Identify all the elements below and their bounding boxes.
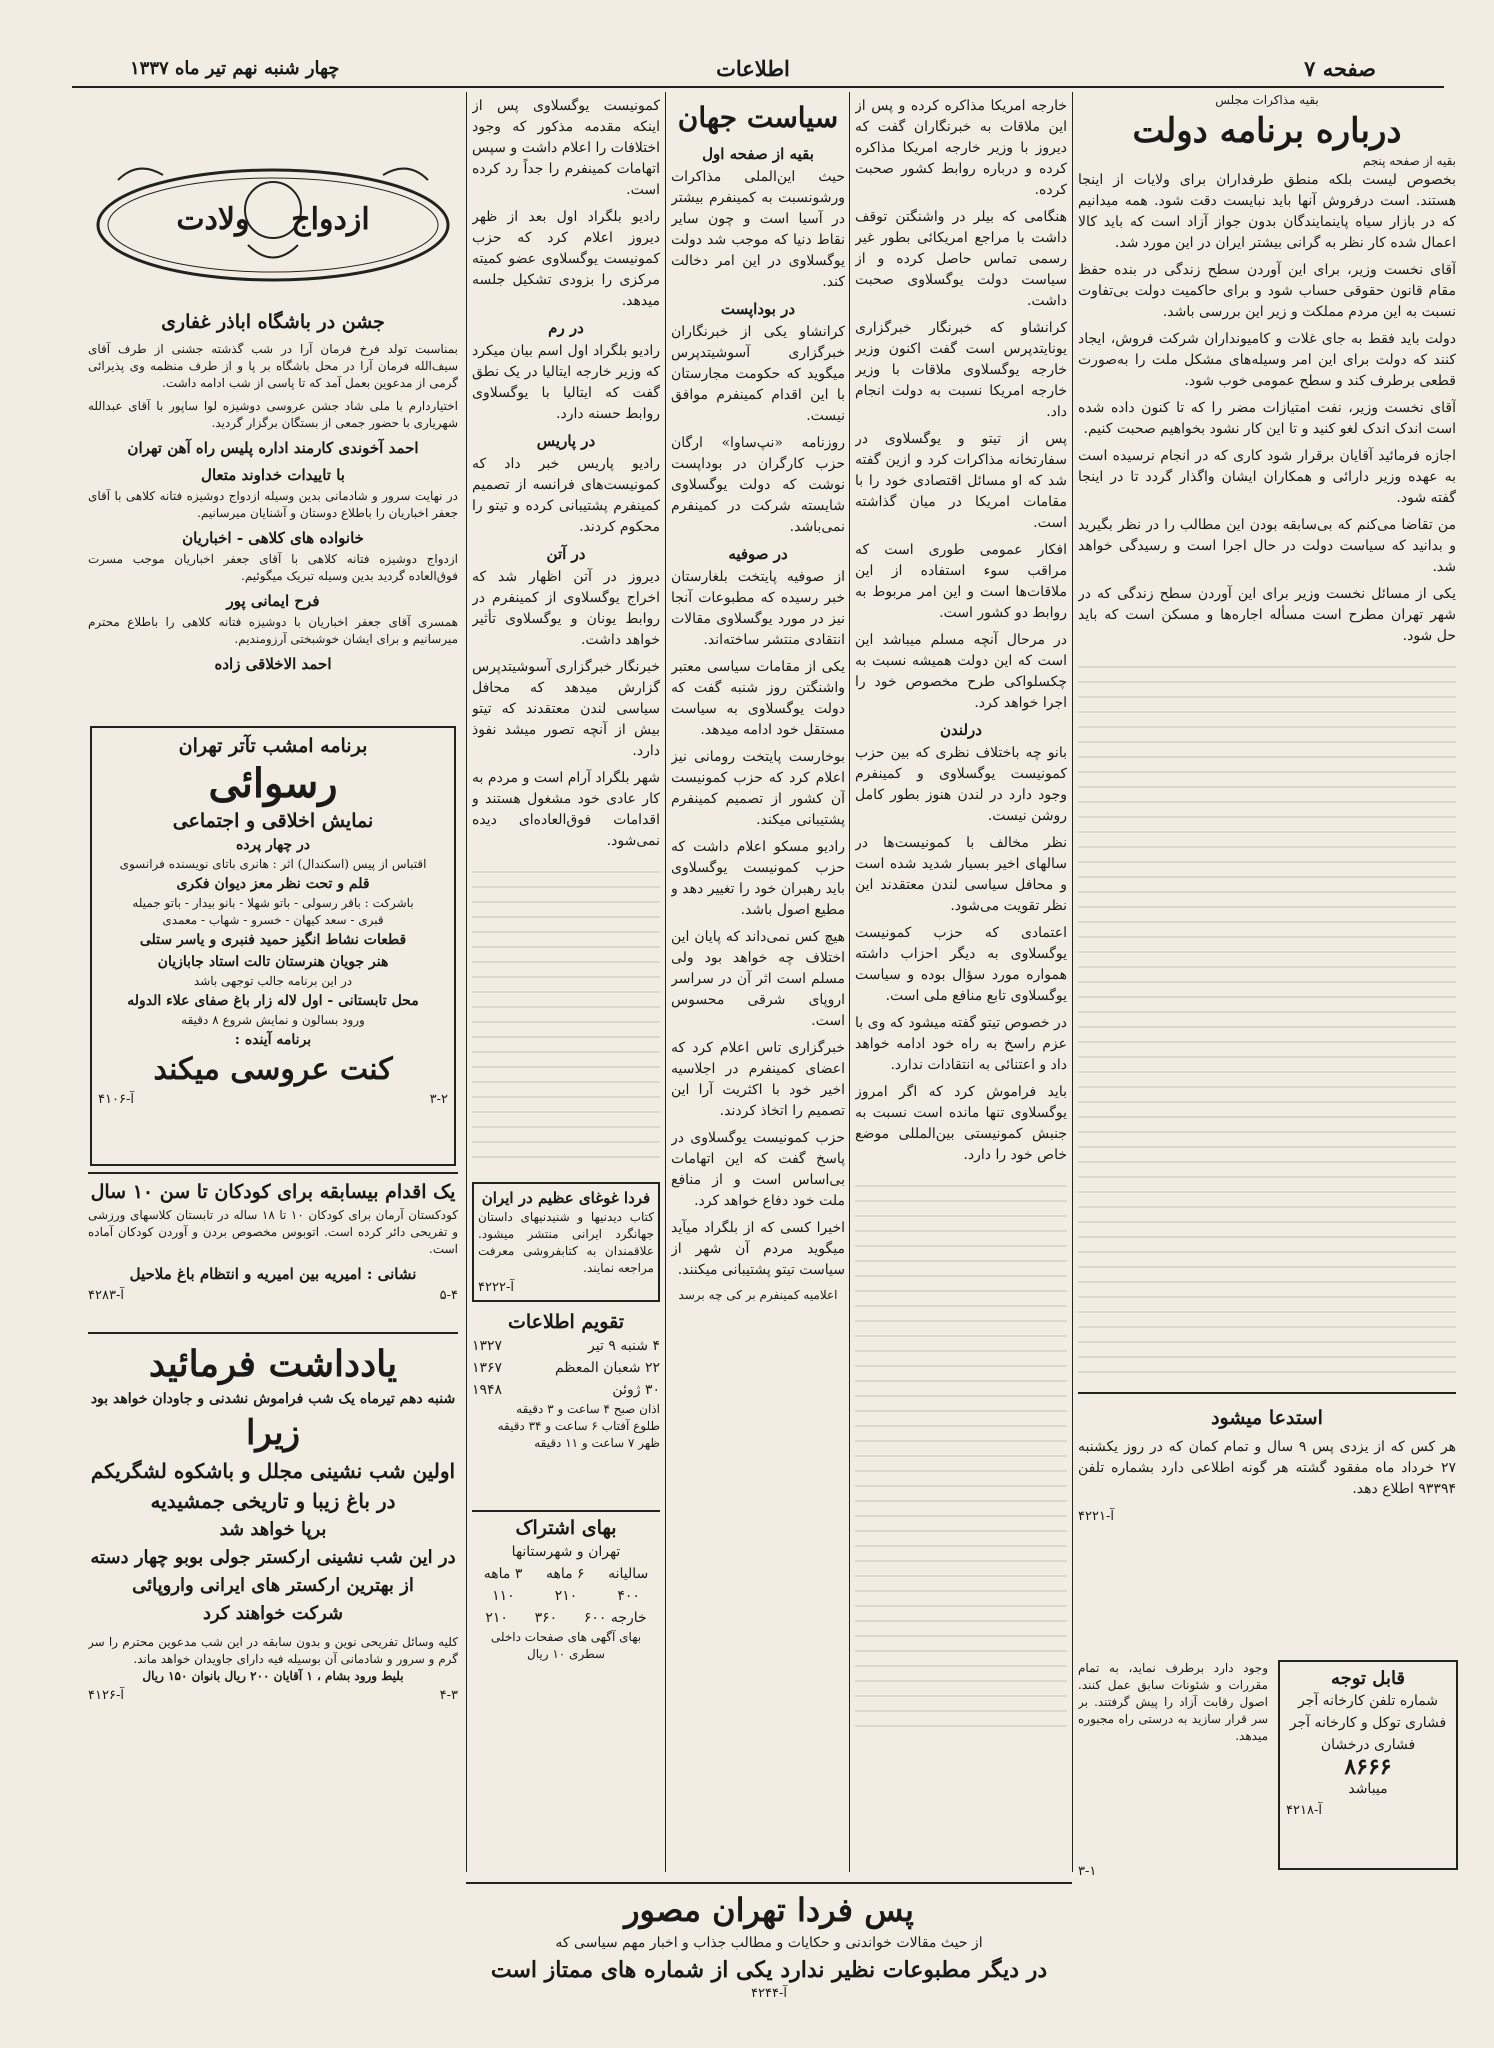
play-venue: محل تابستانی - اول لاله زار باغ صفای علاء الدوله	[127, 993, 419, 1009]
article-paragraph: هیچ کس نمی‌داند که پایان این اختلاف چه خواهد بود ولی مسلم است اثر آن در سراسر اروپای شرقی محسوس است.	[671, 929, 845, 1029]
article-paragraph: اعتمادی که حزب کمونیست یوگسلاوی به دیگر احزاب داشته همواره مورد سؤال بوده و سیاست یوگسلاوی تابع منافع ملی است.	[855, 925, 1067, 1004]
article-paragraph: خبرگزاری تاس اعلام کرد که اعضای کمینفرم در اجلاسیه اخیر خود با اکثریت آرا این تصمیم را اتخاذ کردند.	[671, 1040, 845, 1119]
footer-sub: از حیث مقالات خواندنی و حکایات و مطالب جذاب و اخبار مهم سیاسی که	[555, 1935, 983, 1951]
camp-rule	[88, 1172, 458, 1174]
play-cast: قبری - سعد کیهان - خسرو - شهاب - معمدی	[162, 913, 384, 927]
footer-rule	[466, 1882, 1072, 1884]
ad-line: شماره تلفن کارخانه آجر	[1297, 1693, 1439, 1709]
subscription-row: ۴۰۰ ۲۱۰ ۱۱۰	[492, 1588, 640, 1604]
ornament-title: ازدواج ولادت	[176, 202, 370, 237]
article-paragraph: یکی از مقامات سیاسی معتبر واشنگتن روز شنبه گفت که دولت یوگسلاوی به سیاست مستقل خود ادامه میدهد.	[671, 659, 845, 738]
column-divider	[466, 92, 467, 1872]
subscription-rule	[472, 1510, 660, 1512]
column-divider	[1072, 92, 1073, 1872]
lost-child-notice	[1078, 1400, 1456, 1660]
article-end: اعلامیه کمینفرم بر کی چه برسد	[678, 1288, 838, 1302]
article-paragraph: شهر بلگراد آرام است و مردم به کار عادی خود مشغول هستند و اقدامات فوق‌العاده‌ای دیده نمی‌شود.	[472, 770, 660, 849]
article-paragraph: آقای نخست وزیر، نفت امتیازات مضر را که تا کنون داده شده است اندک اندک لغو کنید و تا این کار نشود بخواهیم صحبت کنیم.	[1078, 400, 1456, 437]
book-ad	[472, 1182, 660, 1302]
memo-heading: یادداشت فرمائید	[148, 1343, 398, 1385]
play-cast: باشرکت : باقر رسولی - باتو شهلا - بانو بیدار - باتو جمیله	[132, 896, 414, 910]
article-paragraph: کمونیست یوگسلاوی پس از اینکه مقدمه مذکور که وجود اختلافات را اعلام داشت و سپس اتهامات کمینفرم را جداً رد کرده است.	[472, 98, 660, 198]
memo-line: اولین شب نشینی مجلل و باشکوه لشگریکم	[90, 1459, 456, 1483]
calendar-row: ۲۲ شعبان المعظم ۱۳۶۷	[472, 1360, 660, 1376]
article-paragraph: خارجه امریکا مذاکره کرده و پس از این ملاقات به خبرنگاران گفت که دیروز با وزیر خارجه امریکا مذاکره کرده و درباره روابط کشور صحبت کرده.	[855, 98, 1067, 198]
camp-code2: ۵-۴	[439, 1288, 458, 1303]
article-paragraph: بانو چه باختلاف نظری که بین حزب کمونیست یوگسلاوی و کمینفرم وجود دارد در لندن هنوز بطور کامل روشن نیست.	[855, 745, 1067, 824]
article-subhead: در صوفیه	[728, 545, 788, 563]
article-world-politics	[671, 96, 845, 1876]
article-subhead: در پاریس	[536, 432, 596, 450]
kindergarten-ad	[88, 1178, 458, 1328]
camp-code: آ-۴۲۸۳	[88, 1288, 124, 1303]
article-body-text-lines	[472, 858, 660, 1158]
memo-line: در باغ زیبا و تاریخی جمشیدیه	[150, 1489, 396, 1513]
footer-tagline: در دیگر مطبوعات نظیر ندارد یکی از شماره های ممتاز است	[490, 1957, 1048, 1983]
calendar-line: ظهر ۷ ساعت و ۱۱ دقیقه	[534, 1436, 660, 1450]
play-title: رسوائی	[208, 760, 338, 807]
subscription-row: خارجه ۶۰۰ ۳۶۰ ۲۱۰	[485, 1610, 647, 1626]
book-ad-body: کتاب دیدنیها و شنیدنیهای داستان جهانگرد ایرانی منتشر میشود. علاقمندان به کتابفروشی معرفت مراجعه نمایند.	[478, 1210, 654, 1275]
article-paragraph: هنگامی که بیلر در واشنگتن توقف داشت با مراجع امریکائی بطور غیر رسمی تماس حاصل کرده و از سیاست دولت یوگسلاوی صحبت داشت.	[855, 209, 1067, 309]
article-paragraph: از صوفیه پایتخت بلغارستان خبر رسیده که مطبوعات آنجا نیز در مورد یوگسلاوی مقالات انتقادی منتشر ساخته‌اند.	[671, 569, 845, 648]
footer-code: آ-۴۲۴۴	[751, 1986, 787, 2001]
article-paragraph: افکار عمومی طوری است که مراقب سوء استفاده از این ملاقات‌ها است و این امر مربوط به روابط دو کشور است.	[855, 542, 1067, 621]
article-paragraph: در مرحال آنچه مسلم میباشد این است که این دولت همیشه نسبت به چکسلواکی طرح مخصوص خود را اجرا خواهد کرد.	[855, 632, 1067, 711]
family-title: خانواده های کلاهی - اخباریان	[182, 529, 364, 547]
page-header	[130, 52, 1376, 86]
article-continued: بقیه از صفحه اول	[702, 145, 814, 163]
article-paragraph: رادیو بلگراد اول بعد از ظهر دیروز اعلام کرد که حزب کمونیست یوگسلاوی عضو کمیته مرکزی را بزودی تشکیل جلسه میدهد.	[472, 209, 660, 309]
article-paragraph: اخیرا کسی که از بلگراد میآید میگوید مردم آن شهر از سیاست تیتو پشتیبانی میکنند.	[671, 1220, 845, 1278]
family2-body: همسری آقای جعفر اخباریان با دوشیزه فتانه کلاهی را باطلاع محترم میرسانیم و برای ایشان خوشبختی آرزومندیم.	[88, 615, 458, 646]
next-program-label: برنامه آینده :	[234, 1032, 312, 1048]
subscription-sub: تهران و شهرستانها	[511, 1544, 621, 1560]
article-paragraph: روزنامه «نپ‌ساوا» ارگان حزب کارگران در بوداپست نوشت که دولت یوگسلاوی شایسته شرکت در کمینفرم نمی‌باشد.	[671, 435, 845, 535]
article-paragraph: رادیو مسکو اعلام داشت که حزب کمونیست یوگسلاوی باید رهبران خود را تغییر دهد و مطیع اصول باشد.	[671, 839, 845, 918]
article-paragraph: در خصوص تیتو گفته میشود که وی با عزم راسخ به راه خود ادامه خواهد داد و اعتنائی به انتقادات ندارد.	[855, 1015, 1067, 1073]
memo-because: زیرا	[245, 1413, 301, 1453]
article-paragraph: پس از تیتو و یوگسلاوی در سفارتخانه مذاکرات کرد و ازین گفته شد که او مسائل اقتصادی خود را با مقامات امریکا در میان گذاشته است.	[855, 431, 1067, 531]
play-writer: قلم و تحت نظر معز دیوان فکری	[176, 876, 370, 892]
article-paragraph: دیروز در آتن اظهار شد که اخراج یوگسلاوی از کمینفرم در روابط یونان و یوگسلاوی تأثیر خواهد داشت.	[472, 569, 660, 648]
column-divider	[849, 92, 850, 1872]
footer-headline: پس فردا تهران مصور	[624, 1891, 914, 1929]
theater-header: برنامه امشب تآتر تهران	[178, 735, 368, 757]
article-paragraph: رادیو بلگراد اول اسم بیان میکرد که وزیر خارجه ایتالیا در یک نطق گفت که ایتالیا با یوگسلاوی روابط حسنه دارد.	[472, 343, 660, 422]
wedding-body: اختیاردارم با ملی شاد جشن عروسی دوشیزه لوا ساپور با آقای عبدالله شهریاری با حضور جمعی از بستگان برگزار گردید.	[88, 399, 458, 430]
book-ad-title: فردا غوغای عظیم در ایران	[481, 1189, 651, 1207]
article-subhead: درلندن	[940, 721, 982, 739]
ad-tag: میباشد	[1348, 1781, 1388, 1797]
article-continued: بقیه از صفحه پنجم	[1362, 154, 1456, 168]
memo-line: برپا خواهد شد	[219, 1519, 327, 1540]
memo-line: از بهترین ارکستر های ایرانی واروپائی	[132, 1575, 414, 1596]
family-body: ازدواج دوشیزه فتانه کلاهی با آقای جعفر اخباریان موجب مسرت فوق‌العاده گردید بدین وسیله تبریک میگوئیم.	[88, 552, 458, 583]
article-headline: درباره برنامه دولت	[1132, 111, 1402, 151]
article-subhead: در رم	[548, 319, 584, 337]
article-paragraph: کرانشاو یکی از خبرنگاران خبرگزاری آسوشیتدپرس میگوید که حکومت مجارستان با این اقدام کمینفرم موافق نیست.	[671, 324, 845, 424]
memo-tickets: بلیط ورود بشام ، ۱ آقایان ۲۰۰ ریال بانوان ۱۵۰ ریال	[142, 1669, 404, 1683]
ad-phone: ۸۶۶۶	[1344, 1754, 1392, 1780]
article-paragraph: حزب کمونیست یوگسلاوی در پاسخ گفت که این اتهامات بی‌اساس است و از منافع ملت خود دفاع خواهد کرد.	[671, 1130, 845, 1209]
article-kicker: بقیه مذاکرات مجلس	[1215, 93, 1319, 107]
calendar-box	[472, 1310, 660, 1506]
family2-name: احمد الاخلاقی زاده	[214, 655, 332, 673]
camp-body: کودکستان آرمان برای کودکان ۱۰ تا ۱۸ ساله در تابستان کلاسهای ورزشی و تفریحی دائر کرده است. اتوبوس مخصوص بردن و آوردن کودکان آماده است.	[88, 1208, 458, 1256]
page-number: صفحه ۷	[1304, 56, 1376, 81]
theater-code2: ۳-۲	[429, 1092, 448, 1107]
article-paragraph: اجازه فرمائید آقایان برقرار شود کاری که در انجام نرسیده است به عهده وزیر دارائی و همکاران ایشان واگذار گردد تا در اینجا گفته شود.	[1078, 448, 1456, 506]
article-paragraph: من تقاضا می‌کنم که بی‌سابقه بودن این مطالب را در نظر بگیرید و بدانید که سیاست دولت در حال اجرا است و رسیدگی خواهد شد.	[1078, 517, 1456, 575]
subscription-ads: بهای آگهی های صفحات داخلی	[490, 1630, 642, 1644]
ad-title: قابل توجه	[1330, 1668, 1406, 1689]
play-genre: نمایش اخلاقی و اجتماعی	[172, 810, 374, 832]
article-paragraph: یکی از مسائل نخست وزیر برای این آوردن سطح زندگی که در شهر تهران مطرح است مسأله اجاره‌ها و مسکن است که باید حل شود.	[1078, 586, 1456, 644]
theater-ad	[90, 726, 456, 1166]
next-program-title: کنت عروسی میکند	[153, 1052, 393, 1087]
party-ad	[88, 1340, 458, 1880]
event-title: جشن در باشگاه اباذر غفاری	[161, 311, 385, 333]
article-body-text-lines	[855, 1172, 1067, 1732]
article-paragraph: بخصوص لیست بلکه منطق طرفداران برای ولایات از اینجا هستند. است درفروش آنها باید نبایست دقت شود. همه میدانیم که در بازار سیاه پاینمایندگان بدون جواز آزاد است که باید کالا اعمال شده کار نظر به گرانی بیشتر ایران در این مورد شد.	[1078, 172, 1456, 251]
memo-body: شنبه دهم تیرماه یک شب فراموش نشدنی و جاودان خواهد بود	[90, 1391, 456, 1407]
subscription-title: بهای اشتراک	[515, 1517, 617, 1539]
header-rule	[72, 86, 1444, 88]
ad-code: آ-۴۲۱۸	[1286, 1803, 1322, 1818]
notice-code: آ-۴۲۲۱	[1078, 1509, 1114, 1524]
article-paragraph: آقای نخست وزیر، برای این آوردن سطح زندگی در بنده حفظ مقام قانون حقوقی حساب شود و برای حاکمیت دولت بی‌تفاوت نسبت به این مردم مملکت و زیر این بررسی باشد.	[1078, 262, 1456, 320]
calendar-line: اذان صبح ۴ ساعت و ۳ دقیقه	[516, 1402, 660, 1416]
notice-rule	[1078, 1392, 1456, 1394]
side-note: وجود دارد برطرف نماید، به تمام مقررات و شئونات سابق عمل کنند. اصول رقابت آزاد را پیش گرفتند. بر سر قرار سازید به درستی راه مجبوره میدهد.	[1078, 1661, 1268, 1743]
column-divider	[665, 92, 666, 1872]
article-paragraph: رادیو پاریس خبر داد که کمونیست‌های فرانسه از تصمیم کمینفرم پشتیبانی کرده و تیتو را محکوم کردند.	[472, 456, 660, 535]
subscription-box	[472, 1516, 660, 1726]
tehran-mosavar-ad	[466, 1888, 1072, 2028]
book-ad-code: آ-۴۲۲۲	[478, 1280, 514, 1295]
wedding-name: احمد آخوندی کارمند اداره پلیس راه آهن تهران	[127, 439, 419, 457]
article-subhead: در آتن	[546, 545, 586, 563]
play-note: در این برنامه جالب توجهی باشد	[193, 974, 353, 988]
play-time: ورود بسالون و نمایش شروع ۸ دقیقه	[181, 1013, 365, 1027]
article-subhead: در بوداپست	[720, 300, 796, 318]
wish-title: با تاییدات خداوند متعال	[201, 466, 345, 484]
ad-line: فشاری توکل و کارخانه آجر	[1289, 1715, 1447, 1731]
article-paragraph: حیث این‌الملی مذاکرات ورشونسبت به کمینفرم بیشتر در آسیا است و چون سایر نقاط دنیا که موجب شد دولت یوگسلاوی در این امر دخالت کند.	[671, 169, 845, 290]
memo-line: در این شب نشینی ارکستر جولی بوبو چهار دسته	[90, 1547, 456, 1568]
event-body: بمناسبت تولد فرخ فرمان آرا در شب گذشته جشنی از طرف آقای سیف‌الله فرمان آرا در محل باشگاه بر پا و از طرف منظمه وی پذیرائی گرمی از مدعوین بعمل آمد که تا پاسی از شب ادامه داشت.	[88, 342, 458, 390]
play-artists: هنر جویان هنرستان تالت استاد جابازیان	[157, 954, 389, 970]
calendar-row: ۳۰ ژوئن ۱۹۴۸	[472, 1382, 660, 1398]
side-code: ۳-۱	[1078, 1864, 1097, 1879]
memo-line: شرکت خواهند کرد	[202, 1603, 344, 1624]
wish-body: در نهایت سرور و شادمانی بدین وسیله ازدواج دوشیزه فتانه کلاهی با آقای جعفر اخباریان را باطلاع دوستان و آشنایان میرسانیم.	[88, 489, 458, 520]
article-paragraph: نظر مخالف با کمونیست‌ها در سالهای اخیر بسیار شدید شده است و محافل سیاسی لندن معتقدند این نظر تقویت می‌شود.	[855, 835, 1067, 914]
issue-date: چهار شنبه نهم تیر ماه ۱۳۳۷	[130, 58, 340, 79]
social-announcements	[88, 304, 458, 684]
camp-address: نشانی : امیریه بین امیریه و انتظام باغ ملاحیل	[129, 1265, 417, 1283]
article-paragraph: کرانشاو که خبرنگار خبرگزاری یونایتدپرس است گفت اکنون وزیر خارجه یوگسلاوی ملاقات با وزیر خارجه امریکا نسبت به دولت انجام داد.	[855, 320, 1067, 420]
article-paragraph: خبرنگار خبرگزاری آسوشیتدپرس گزارش میدهد که محافل سیاسی لندن معتقدند که تیتو بیش از آنچه تصور میشد نفوذ دارد.	[472, 659, 660, 759]
calendar-title: تقویم اطلاعات	[507, 1311, 624, 1333]
article-foreign-news	[855, 96, 1067, 1876]
memo-fine-print: کلیه وسائل تفریحی نوین و بدون سابقه در این شب مدعوین محترم را سر گرم و سرور و شادمانی آن بوسیله فیه دارای جاویدان خواهد ماند.	[88, 1635, 458, 1666]
article-yugoslavia	[472, 96, 660, 1176]
play-adaptation: اقتباس از پیس (اسکندال) اثر : هانری باتای نویسنده فرانسوی	[119, 857, 427, 871]
notice-title: استدعا میشود	[1211, 1407, 1323, 1429]
newspaper-title: اطلاعات	[716, 56, 790, 81]
article-paragraph: باید فراموش کرد که اگر امروز یوگسلاوی تنها مانده است نسبت به جنبش کمونیستی بین‌المللی موضع خاص خود را دارد.	[855, 1084, 1067, 1163]
family-name: فرح ایمانی پور	[226, 592, 320, 610]
notice-body: هر کس که از یزدی پس ۹ سال و تمام کمان که در روز یکشنبه ۲۷ خرداد ماه مفقود گشته هر گونه اطلاعی دارد بشماره تلفن ۹۳۳۹۴ اطلاع دهد.	[1078, 1439, 1456, 1497]
article-paragraph: بوخارست پایتخت رومانی نیز اعلام کرد که حزب کمونیست آن کشور از تصمیم کمینفرم پشتیبانی میکند.	[671, 749, 845, 828]
memo-rule	[88, 1332, 458, 1334]
brick-factory-ad	[1078, 1660, 1458, 1890]
subscription-ads-rate: سطری ۱۰ ریال	[527, 1647, 605, 1661]
camp-title: یک اقدام بیسابقه برای کودکان تا سن ۱۰ سال	[90, 1181, 456, 1203]
calendar-row: ۴ شنبه ۹ تیر ۱۳۲۷	[472, 1338, 660, 1354]
ad-line: فشاری درخشان	[1320, 1737, 1416, 1753]
memo-code2: ۴-۳	[439, 1688, 458, 1703]
memo-code: آ-۴۱۲۶	[88, 1688, 124, 1703]
theater-code: آ-۴۱۰۶	[98, 1092, 134, 1107]
play-music: قطعات نشاط انگیز حمید فنبری و یاسر ستلی	[139, 932, 407, 948]
subscription-header: سالیانه ۶ ماهه ۳ ماهه	[483, 1566, 649, 1582]
article-body-text-lines	[1078, 653, 1456, 1373]
section-title: سیاست جهان	[677, 101, 839, 134]
article-paragraph: دولت باید فقط به جای غلات و کامیونداران شرکت فروش، ایجاد کنند که دولت برای این امر وسیله‌های مشکل ملت را به‌صورت قطعی برطرف کند و سطح عمومی خوب شود.	[1078, 331, 1456, 389]
calendar-line: طلوع آفتاب ۶ ساعت و ۳۴ دقیقه	[497, 1419, 660, 1433]
marriage-birth-ornament	[88, 150, 458, 300]
play-acts: در چهار پرده	[235, 837, 311, 853]
